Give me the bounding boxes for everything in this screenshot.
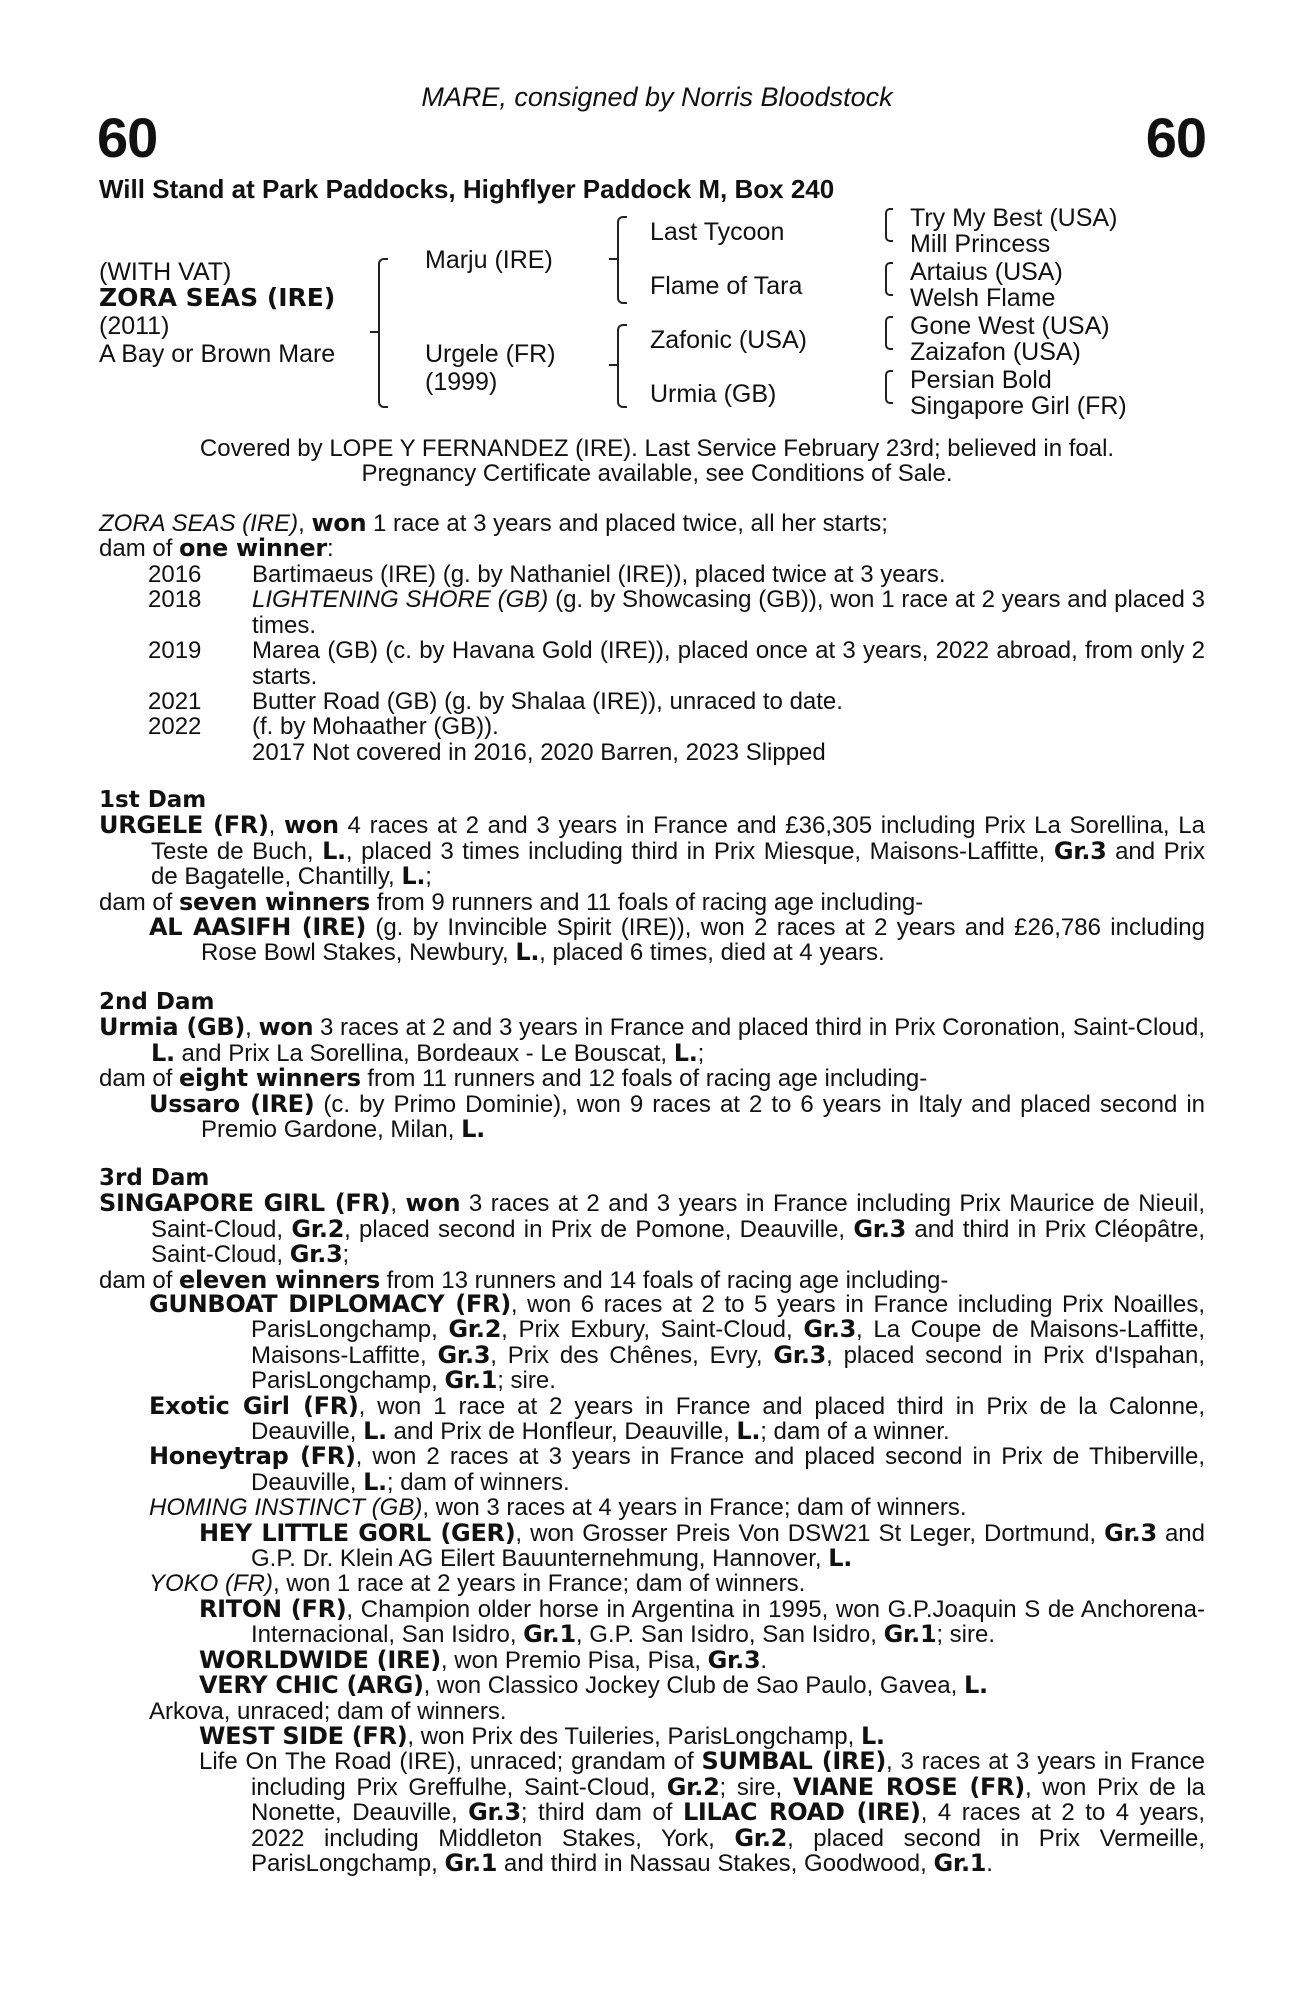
progeny-year: 2016 <box>148 561 202 588</box>
group-grade: Gr.3 <box>437 1340 491 1369</box>
pedigree-brace-sire <box>617 216 627 304</box>
pedigree-sire: Marju (IRE) <box>425 246 553 274</box>
grand-progeny-name: RITON (FR) <box>199 1594 347 1623</box>
grand-progeny-name: WEST SIDE (FR) <box>199 1721 408 1750</box>
progeny-text: (g. by Showcasing (GB)), won 1 race at 2 years and placed 3 times. <box>252 586 1205 639</box>
progeny-name: GUNBOAT DIPLOMACY (FR) <box>149 1290 511 1318</box>
progeny-name: Ussaro (IRE) <box>149 1089 315 1118</box>
progeny-text: Marea (GB) (c. by Havana Gold (IRE)), placed once at 3 years, 2022 abroad, from only 2 starts. <box>252 637 1205 690</box>
progeny-name: Honeytrap (FR) <box>149 1442 356 1471</box>
listed-grade: L. <box>151 1038 175 1067</box>
horse-name: ZORA SEAS (IRE) <box>99 283 336 312</box>
dam-of-label: dam of <box>99 888 180 916</box>
race-text: and G.P. Dr. Klein AG Eilert Bauunternehmung, Hannover, <box>251 1519 1205 1573</box>
group-grade: Gr.1 <box>444 1848 498 1877</box>
listed-grade: L. <box>860 1721 885 1750</box>
race-text: , won 6 races at 2 to 5 years in France including Prix Noailles, ParisLongchamp, <box>251 1291 1206 1344</box>
won-label: won <box>284 811 339 840</box>
progeny-year: 2021 <box>148 688 202 716</box>
group-grade: Gr.3 <box>1053 836 1107 865</box>
race-text: , placed second in Prix d'Ispahan, ParisLongchamp, <box>251 1341 1206 1395</box>
race-text: , G.P. San Isidro, San Isidro, <box>575 1621 884 1649</box>
progeny-list <box>148 562 1205 765</box>
first-dam-heading: 1st Dam <box>99 787 207 813</box>
pedigree-brace-dam <box>617 324 627 408</box>
second-dam-heading: 2nd Dam <box>99 989 215 1015</box>
progeny-item <box>148 714 1205 739</box>
race-text: , placed 6 times, died at 4 years. <box>539 939 885 967</box>
race-text: , won Prix de la Nonette, Deauville, <box>251 1773 1206 1827</box>
second-dam-section: 2nd Dam Urmia (GB), won 3 races at 2 and 3 years in France and placed third in Prix Coronation, Saint-Cloud, L. and Prix La Sorellina, Bordeaux - Le Bouscat, L.; dam of eight winners from 11 runners and 12 foals of racing age including- Ussaro (IRE) (c. by Primo Dominie), won 9 races at 2 to 6 years in Italy and placed second in Premio Gardone, Milan, L. <box>99 989 1205 1144</box>
race-text: , won Classico Jockey Club de Sao Paulo, Gavea, <box>423 1672 964 1700</box>
race-text: . <box>986 1849 993 1877</box>
pedigree-dsd: Zaizafon (USA) <box>910 338 1081 366</box>
progeny-item <box>148 562 1205 587</box>
group-grade: Gr.1 <box>444 1366 498 1395</box>
race-text: , won Grosser Preis Von DSW21 St Leger, Dortmund, <box>515 1519 1105 1547</box>
group-grade: Gr.3 <box>803 1315 857 1344</box>
third-dam-name: SINGAPORE GIRL (FR) <box>99 1189 391 1218</box>
pedigree-dam-dam: Urmia (GB) <box>650 380 777 408</box>
group-grade: Gr.3 <box>468 1798 521 1827</box>
progeny-item <box>148 587 1205 638</box>
race-text: , won Premio Pisa, Pisa, <box>440 1646 708 1674</box>
colon: : <box>326 535 334 563</box>
progeny-text: Bartimaeus (IRE) (g. by Nathaniel (IRE)), placed twice at 3 years. <box>252 561 946 588</box>
group-grade: Gr.1 <box>523 1620 576 1649</box>
grand-progeny-name: VERY CHIC (ARG) <box>199 1671 424 1700</box>
pedigree-brace-sd <box>885 262 893 296</box>
descendant-name: VIANE ROSE (FR) <box>792 1772 1025 1801</box>
pedigree-sss: Try My Best (USA) <box>910 204 1118 232</box>
progeny-name: AL AASIFH (IRE) <box>149 913 366 942</box>
third-dam-progeny <box>149 1292 1205 1876</box>
winners-count: seven winners <box>179 887 371 916</box>
progeny-text: (f. by Mohaather (GB)). <box>252 713 499 741</box>
listed-grade: L. <box>363 1467 387 1496</box>
race-text: Life On The Road (IRE), unraced; grandam of <box>199 1748 702 1776</box>
progeny-year: 2019 <box>148 637 202 665</box>
horse-year: (2011) <box>99 312 170 340</box>
mare-record-text: 1 race at 3 years and placed twice, all her starts; <box>366 510 888 537</box>
third-dam-heading: 3rd Dam <box>99 1165 210 1191</box>
race-text: , won 1 race at 2 years in France and placed third in Prix de la Calonne, Deauville, <box>251 1392 1205 1446</box>
lot-number-right: 60 <box>1145 106 1206 169</box>
won-label: won <box>311 509 367 537</box>
group-grade: Gr.2 <box>734 1823 788 1852</box>
won-label: won <box>405 1189 461 1218</box>
progeny-year: 2018 <box>148 586 202 614</box>
race-text: ; dam of winners. <box>386 1468 570 1496</box>
race-text: . <box>760 1646 768 1674</box>
winners-count: eight winners <box>179 1064 361 1093</box>
progeny-name-italic: LIGHTENING SHORE (GB) <box>252 586 549 614</box>
race-text: , La Coupe de Maisons-Laffitte, Maisons-Laffitte, <box>251 1316 1205 1369</box>
race-text: and third in Nassau Stakes, Goodwood, <box>497 1849 934 1877</box>
race-text: and Prix de Bagatelle, Chantilly, <box>151 837 1206 891</box>
race-text: and Prix de Honfleur, Deauville, <box>386 1418 737 1446</box>
progeny-text: Butter Road (GB) (g. by Shalaa (IRE)), unraced to date. <box>252 688 843 716</box>
group-grade: Gr.2 <box>291 1214 345 1243</box>
pedigree-sdd: Welsh Flame <box>910 284 1056 312</box>
listed-grade: L. <box>736 1417 761 1446</box>
winners-count: one winner <box>179 534 327 563</box>
descendant-name: SUMBAL (IRE) <box>701 1747 886 1776</box>
third-dam-section: 3rd Dam SINGAPORE GIRL (FR), won 3 races at 2 and 3 years in France including Prix Maurice de Nieuil, Saint-Cloud, Gr.2, placed second in Prix de Pomone, Deauville, Gr.3 and third in Prix Cléopâtre, Saint-Cloud, Gr.3; dam of eleven winners from 13 runners and 14 foals of racing age including- <box>99 1165 1205 1294</box>
dam-of-label: dam of <box>99 1266 180 1294</box>
dam-of-label: dam of <box>99 535 180 563</box>
race-text: , won 1 race at 2 years in France; dam of winners. <box>273 1570 806 1598</box>
race-text: , placed second in Prix Vermeille, ParisLongchamp, <box>251 1824 1205 1877</box>
listed-grade: L. <box>363 1417 387 1446</box>
race-text: ; <box>342 1241 350 1269</box>
listed-grade: L. <box>322 836 346 865</box>
pedigree-sds: Artaius (USA) <box>910 258 1063 286</box>
winners-count: eleven winners <box>179 1265 380 1294</box>
race-text: ; sire. <box>936 1621 996 1649</box>
dam-of-text: from 13 runners and 14 foals of racing age including- <box>379 1266 949 1294</box>
progeny-name-italic: HOMING INSTINCT (GB) <box>149 1494 423 1522</box>
group-grade: Gr.1 <box>933 1848 987 1877</box>
race-text: , Prix des Chênes, Evry, <box>490 1341 774 1369</box>
pedigree-brace-sire-point <box>609 258 617 260</box>
race-text: ; sire, <box>719 1773 793 1801</box>
race-text: ; <box>425 863 432 891</box>
race-text: (g. by Invincible Spirit (IRE)), won 2 races at 2 years and £26,786 including Rose Bowl Stakes, Newbury, <box>201 914 1205 967</box>
race-text: , 3 races at 3 years in France including Prix Greffulhe, Saint-Cloud, <box>251 1748 1205 1801</box>
lot-number-left: 60 <box>97 106 158 169</box>
pedigree-sire-dam: Flame of Tara <box>650 272 803 300</box>
listed-grade: L. <box>963 1671 988 1700</box>
listed-grade: L. <box>515 938 540 967</box>
mare-record: ZORA SEAS (IRE), won 1 race at 3 years and placed twice, all her starts; dam of one winner: <box>99 509 888 563</box>
horse-description: A Bay or Brown Mare <box>99 340 336 368</box>
race-text: 4 races at 2 and 3 years in France and £36,305 including Prix La Sorellina, La Teste de Buch, <box>151 812 1205 865</box>
progeny-name-italic: YOKO (FR) <box>149 1570 273 1598</box>
covered-line-1: Covered by LOPE Y FERNANDEZ (IRE). Last Service February 23rd; believed in foal. <box>199 435 1115 462</box>
covered-line-2: Pregnancy Certificate available, see Conditions of Sale. <box>361 460 953 487</box>
pedigree-dam-sire: Zafonic (USA) <box>650 326 807 354</box>
vat-label: (WITH VAT) <box>99 258 232 286</box>
race-text: , won 3 races at 4 years in France; dam of winners. <box>422 1494 967 1522</box>
pedigree-dss: Gone West (USA) <box>910 312 1110 340</box>
progeny-item <box>148 689 1205 714</box>
dam-of-label: dam of <box>99 1065 180 1093</box>
pedigree-dds: Persian Bold <box>910 366 1052 394</box>
pedigree-brace-main <box>378 258 388 408</box>
progeny-name: Exotic Girl (FR) <box>149 1391 359 1420</box>
group-grade: Gr.1 <box>883 1620 937 1649</box>
second-dam-name: Urmia (GB) <box>99 1013 246 1042</box>
group-grade: Gr.2 <box>666 1772 720 1801</box>
dam-of-text: from 11 runners and 12 foals of racing age including- <box>360 1065 928 1093</box>
race-text: ; sire. <box>497 1367 556 1395</box>
consignor-subtitle: MARE, consigned by Norris Bloodstock <box>421 82 893 112</box>
race-text: ; third dam of <box>520 1799 683 1827</box>
group-grade: Gr.3 <box>289 1240 343 1269</box>
pedigree-brace-main-point <box>370 331 378 333</box>
listed-grade: L. <box>401 862 426 891</box>
race-text: ; <box>697 1039 705 1067</box>
pedigree-brace-dam-point <box>609 364 617 366</box>
race-text: , placed second in Prix de Pomone, Deauville, <box>344 1215 854 1243</box>
first-dam-section: 1st Dam URGELE (FR), won 4 races at 2 and 3 years in France and £36,305 including Prix La Sorellina, La Teste de Buch, L., placed 3 times including third in Prix Miesque, Maisons-Laffitte, Gr.3 and Prix de Bagatelle, Chantilly, L.; dam of seven winners from 9 runners and 11 foals of racing age including- AL AASIFH (IRE) (g. by Invincible Spirit (IRE)), won 2 races at 2 years and £26,786 including Rose Bowl Stakes, Newbury, L., placed 6 times, died at 4 years. <box>99 787 1206 967</box>
group-grade: Gr.3 <box>773 1340 827 1369</box>
race-text: ; dam of a winner. <box>760 1418 950 1446</box>
race-text: 3 races at 2 and 3 years in France and placed third in Prix Coronation, Saint-Cloud, <box>313 1014 1205 1042</box>
pedigree-dam-year: (1999) <box>425 368 498 396</box>
stand-location: Will Stand at Park Paddocks, Highflyer Paddock M, Box 240 <box>99 174 835 204</box>
race-text: , Prix Exbury, Saint-Cloud, <box>501 1316 804 1344</box>
pedigree-ssd: Mill Princess <box>910 230 1051 258</box>
group-grade: Gr.3 <box>707 1645 761 1674</box>
coverage-note: 2017 Not covered in 2016, 2020 Barren, 2023 Slipped <box>252 738 826 766</box>
grand-progeny-name: HEY LITTLE GORL (GER) <box>199 1518 516 1547</box>
progeny-item <box>148 638 1205 689</box>
race-text: and Prix La Sorellina, Bordeaux - Le Bouscat, <box>174 1039 674 1067</box>
grand-progeny-name: WORLDWIDE (IRE) <box>199 1645 441 1674</box>
race-text: (c. by Primo Dominie), won 9 races at 2 to 6 years in Italy and placed second in Premio Gardone, Milan, <box>201 1090 1205 1144</box>
race-text: 3 races at 2 and 3 years in France including Prix Maurice de Nieuil, Saint-Cloud, <box>151 1190 1205 1243</box>
listed-grade: L. <box>461 1115 485 1144</box>
progeny-text: Arkova, unraced; dam of winners. <box>149 1697 507 1725</box>
pedigree-brace-ss <box>885 208 893 242</box>
group-grade: Gr.3 <box>1104 1518 1157 1547</box>
dam-of-text: from 9 runners and 11 foals of racing age including- <box>370 888 924 916</box>
race-text: , won Prix des Tuileries, ParisLongchamp, <box>407 1722 861 1750</box>
race-text: , placed 3 times including third in Prix Miesque, Maisons-Laffitte, <box>345 837 1054 865</box>
pedigree-sire-sire: Last Tycoon <box>650 218 785 246</box>
listed-grade: L. <box>828 1544 853 1573</box>
race-text: and third in Prix Cléopâtre, Saint-Cloud, <box>151 1215 1205 1269</box>
pedigree-brace-dd <box>885 370 893 404</box>
mare-record-name: ZORA SEAS (IRE) <box>99 510 299 537</box>
group-grade: Gr.3 <box>853 1214 907 1243</box>
won-label: won <box>258 1013 314 1042</box>
listed-grade: L. <box>673 1038 698 1067</box>
pedigree-dam: Urgele (FR) <box>425 340 556 368</box>
race-text: , won 2 races at 3 years in France and placed second in Prix de Thiberville, Deauville, <box>251 1443 1205 1496</box>
descendant-name: LILAC ROAD (IRE) <box>682 1798 921 1827</box>
group-grade: Gr.2 <box>448 1315 502 1344</box>
pedigree-brace-ds <box>885 316 893 350</box>
race-text: , Champion older horse in Argentina in 1995, won G.P.Joaquin S de Anchorena-Internacional, San Isidro, <box>251 1595 1205 1649</box>
pedigree-ddd: Singapore Girl (FR) <box>910 392 1127 420</box>
first-dam-name: URGELE (FR) <box>99 811 269 840</box>
race-text: , 4 races at 2 to 4 years, 2022 including Middleton Stakes, York, <box>251 1799 1206 1852</box>
progeny-year: 2022 <box>148 713 202 741</box>
